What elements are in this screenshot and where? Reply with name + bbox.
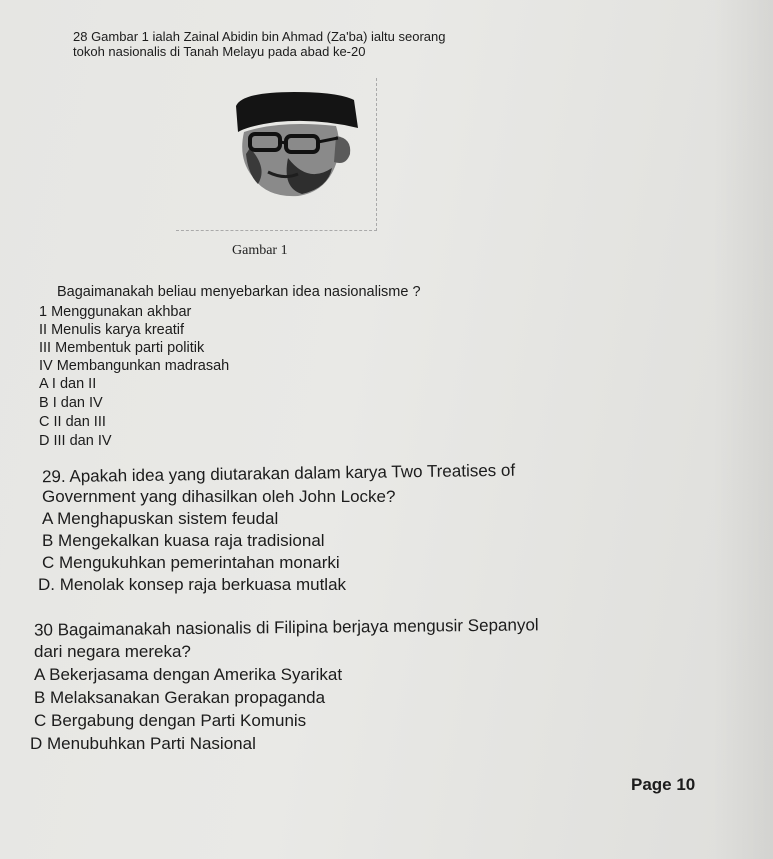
q28-line1: 28 Gambar 1 ialah Zainal Abidin bin Ahmad (Za'ba) ialtu seorang: [73, 29, 446, 44]
q30-line1: 30 Bagaimanakah nasionalis di Filipina berjaya mengusir Sepanyol: [33, 615, 539, 640]
portrait-image: [228, 88, 368, 200]
q29-option-b: B Mengekalkan kuasa raja tradisional: [42, 531, 325, 550]
q28-question: Bagaimanakah beliau menyebarkan idea nasionalisme ?: [57, 284, 421, 300]
q30-option-a: A Bekerjasama dengan Amerika Syarikat: [34, 665, 343, 684]
q30-line2: dari negara mereka?: [34, 642, 191, 661]
q28-statement-4: IV Membangunkan madrasah: [39, 358, 230, 374]
q30-option-c: C Bergabung dengan Parti Komunis: [34, 711, 307, 730]
q29-line1: 29. Apakah idea yang diutarakan dalam karya Two Treatises of: [41, 460, 516, 487]
q28-line2: tokoh nasionalis di Tanah Melayu pada abad ke-20: [73, 44, 366, 59]
paper-shadow: [713, 0, 773, 859]
q28-statement-1: 1 Menggunakan akhbar: [39, 304, 192, 320]
q28-statement-3: III Membentuk parti politik: [39, 340, 205, 356]
page-number: Page 10: [631, 775, 696, 794]
q28-option-a: A I dan II: [39, 376, 97, 392]
q30-option-d: D Menubuhkan Parti Nasional: [30, 734, 256, 753]
q28-option-c: C II dan III: [39, 414, 106, 430]
q29-option-a: A Menghapuskan sistem feudal: [42, 509, 279, 528]
q29-line2: Government yang dihasilkan oleh John Locke?: [42, 487, 396, 506]
q29-option-c: C Mengukuhkan pemerintahan monarki: [42, 553, 340, 572]
figure-caption: Gambar 1: [232, 243, 288, 258]
q28-option-b: B I dan IV: [39, 395, 103, 411]
q28-statement-2: II Menulis karya kreatif: [39, 322, 185, 338]
q28-option-d: D III dan IV: [39, 433, 112, 449]
q29-option-d: D. Menolak konsep raja berkuasa mutlak: [38, 575, 347, 594]
q30-option-b: B Melaksanakan Gerakan propaganda: [34, 688, 326, 707]
